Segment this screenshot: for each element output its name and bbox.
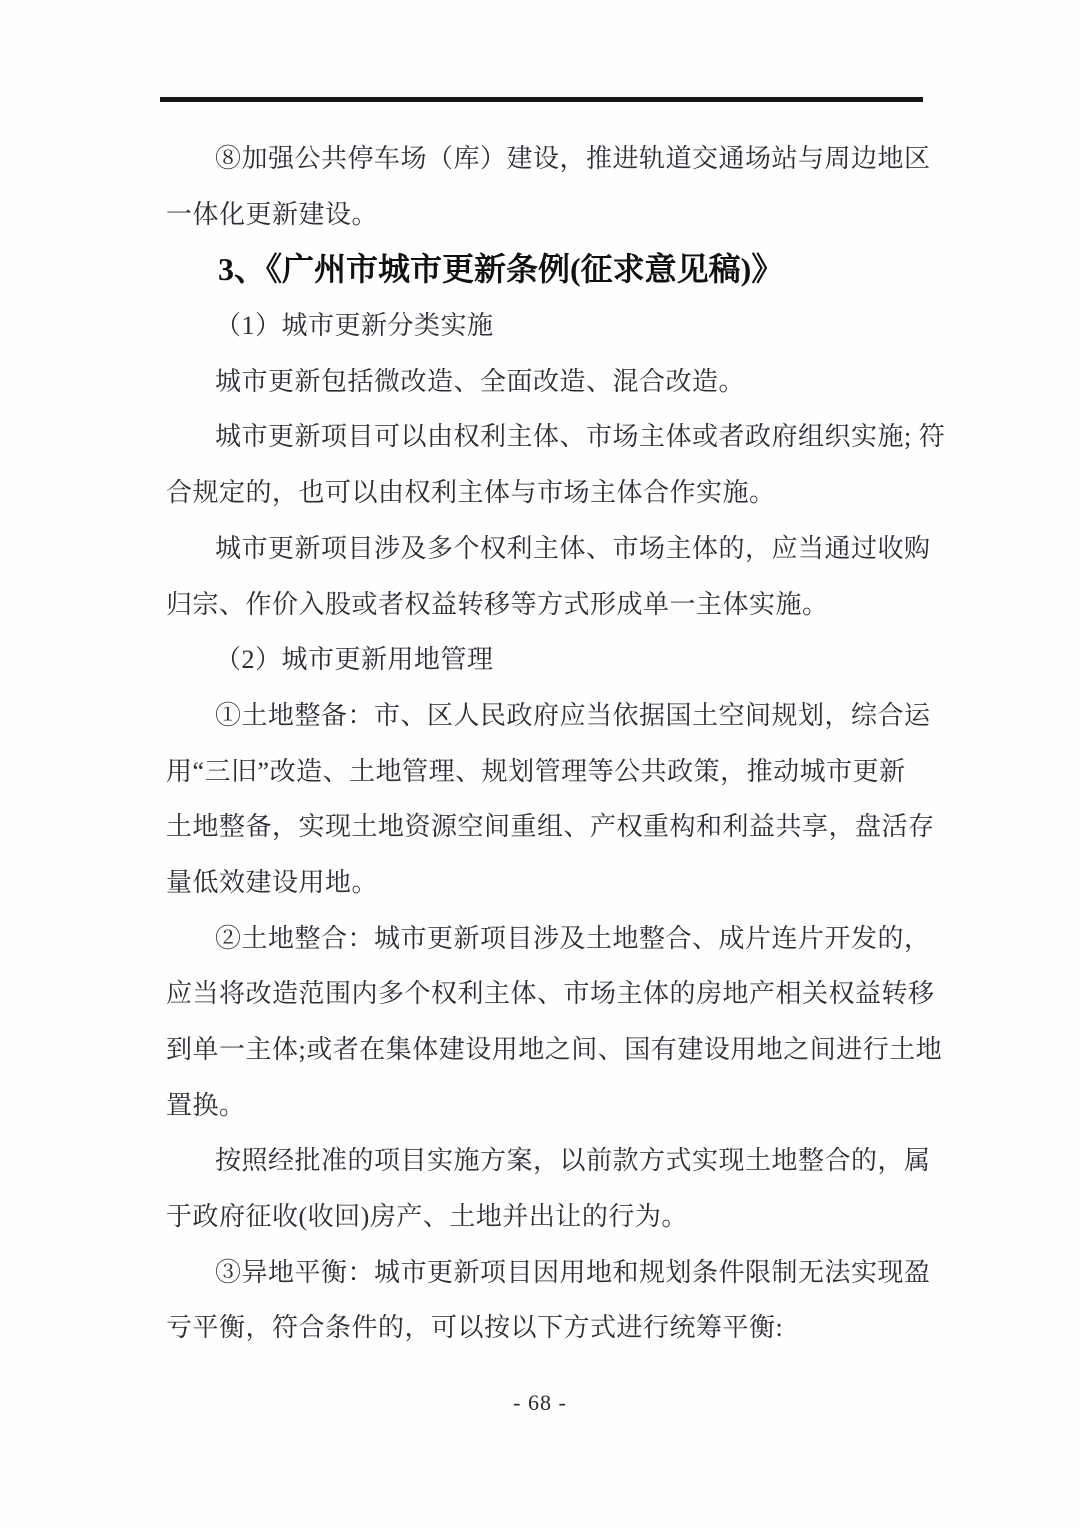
paragraph-line: 到单一主体;或者在集体建设用地之间、国有建设用地之间进行土地 <box>166 1035 943 1064</box>
paragraph-line: ③异地平衡：城市更新项目因用地和规划条件限制无法实现盈 <box>215 1257 931 1287</box>
paragraph-offsite-balance <box>166 1245 931 1356</box>
section-heading: 3、《广州市城市更新条例(征求意见稿)》 <box>218 251 784 288</box>
paragraph-line: 置换。 <box>166 1090 246 1120</box>
paragraph-line: ②土地整合：城市更新项目涉及土地整合、成片连片开发的， <box>215 923 931 953</box>
page-number: - 68 - <box>513 1390 567 1415</box>
paragraph-land-preparation <box>166 688 935 911</box>
header-rule <box>160 97 923 102</box>
document-body <box>166 131 946 1356</box>
paragraph-line: ①土地整备：市、区人民政府应当依据国土空间规划，综合运 <box>215 700 931 730</box>
paragraph-line: 城市更新项目涉及多个权利主体、市场主体的，应当通过收购 <box>215 533 931 563</box>
paragraph-line: ⑧加强公共停车场（库）建设，推进轨道交通场站与周边地区 <box>215 144 931 173</box>
paragraph-line: 城市更新项目可以由权利主体、市场主体或者政府组织实施; 符 <box>215 422 946 452</box>
section-heading-3 <box>166 242 928 298</box>
paragraph-line: 应当将改造范围内多个权利主体、市场主体的房地产相关权益转移 <box>166 979 935 1009</box>
subsection-heading-1 <box>166 298 928 354</box>
paragraph-line: 归宗、作价入股或者权益转移等方式形成单一主体实施。 <box>166 589 829 619</box>
paragraph-line: 用“三旧”改造、土地管理、规划管理等公共政策，推动城市更新 <box>166 756 906 786</box>
paragraph-renewal-types <box>166 354 928 410</box>
paragraph-line: 于政府征收(收回)房产、土地并出让的行为。 <box>166 1202 688 1232</box>
paragraph-approved-plan <box>166 1133 931 1244</box>
paragraph-line: 一体化更新建设。 <box>166 199 379 229</box>
paragraph-land-consolidation <box>166 911 943 1134</box>
paragraph-line: 量低效建设用地。 <box>166 867 379 897</box>
subsection-heading: （2）城市更新用地管理 <box>215 645 494 675</box>
subsection-heading: （1）城市更新分类实施 <box>215 311 494 341</box>
paragraph-line: 合规定的，也可以由权利主体与市场主体合作实施。 <box>166 478 776 508</box>
paragraph-line: 亏平衡，符合条件的，可以按以下方式进行统筹平衡: <box>166 1313 784 1343</box>
paragraph-line: 城市更新包括微改造、全面改造、混合改造。 <box>215 366 746 396</box>
paragraph-single-entity <box>166 521 931 632</box>
subsection-heading-2 <box>166 632 928 688</box>
paragraph-line: 按照经批准的项目实施方案，以前款方式实现土地整合的，属 <box>215 1146 931 1176</box>
paragraph-implementers <box>166 409 946 520</box>
paragraph-parking <box>166 131 931 242</box>
paragraph-line: 土地整备，实现土地资源空间重组、产权重构和利益共享，盘活存 <box>166 812 935 842</box>
